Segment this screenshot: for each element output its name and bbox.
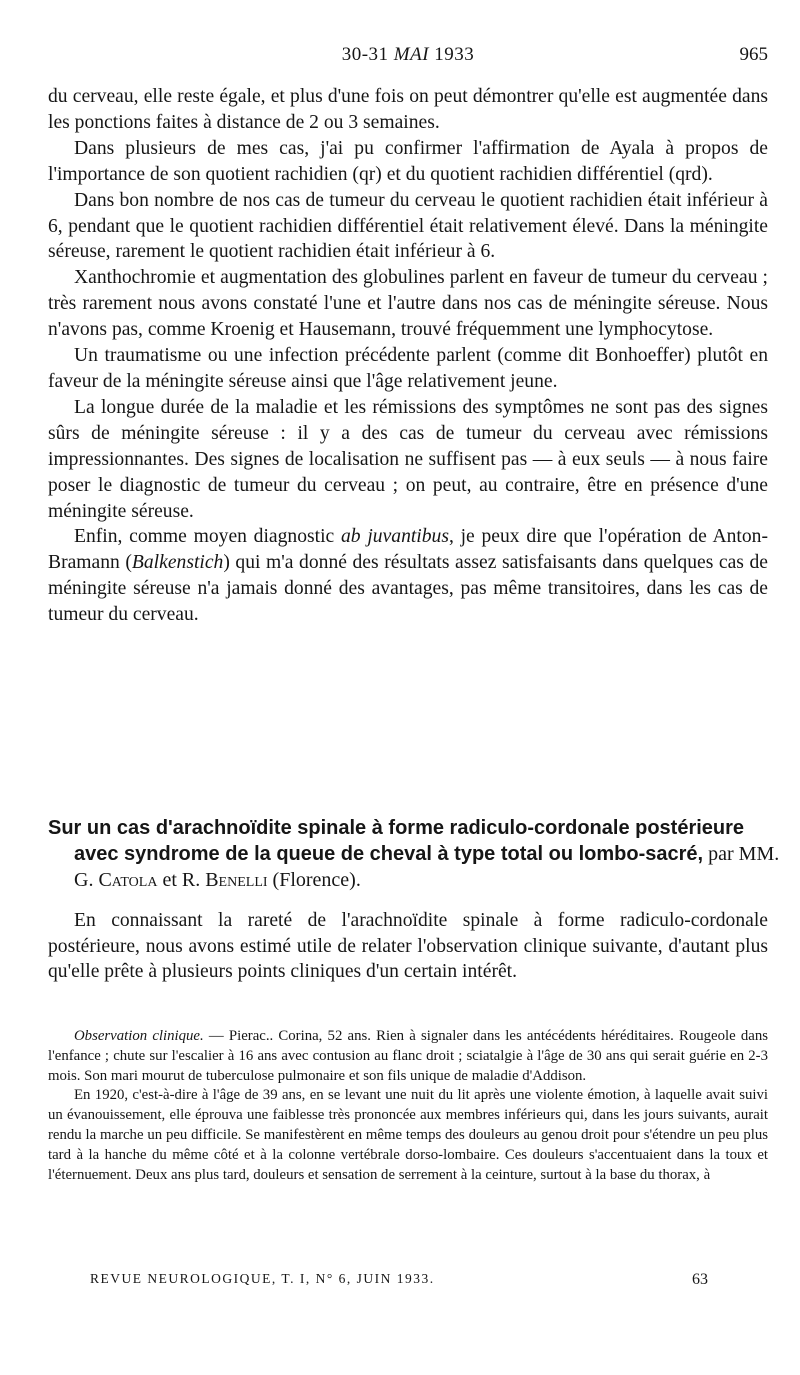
journal-citation: REVUE NEUROLOGIQUE, T. I, N° 6, JUIN 1933. — [90, 1271, 435, 1286]
sheet-number: 63 — [692, 1271, 708, 1288]
city: (Florence). — [272, 869, 361, 891]
article-intro: En connaissant la rareté de l'arachnoïdite spinale à forme radiculo-cordonale postérieure, nous avons estimé utile de relater l'observation clinique suivante, d'autant plus qu'elle prête à plusieurs points cliniques d'un certain intérêt. — [48, 910, 768, 983]
author-name: Benelli — [205, 869, 268, 891]
byline: par MM. G. Catola et R. Benelli (Florence). — [74, 843, 780, 891]
paragraph: En 1920, c'est-à-dire à l'âge de 39 ans, en se levant une nuit du lit après une violente émotion, à laquelle avait suivi un évanouissement, elle éprouva une faiblesse très prononcée aux membres inférieurs qui, dans les jours suivants, aurait rendu la marche un peu difficile. Se manifestèrent en même temps des douleurs au genou droit pour s'étendre un peu plus tard à la hanche du même côté et à la colonne vertébrale dorso-lombaire. Ces douleurs s'accentuaient dans la toux et l'éternuement. Deux ans plus tard, douleurs et sensation de serrement à la ceinture, surtout à la base du thorax, à — [48, 1087, 768, 1183]
observation-label: Observation clinique. — [74, 1028, 204, 1044]
article-heading — [48, 815, 794, 893]
author-name: Catola — [98, 869, 158, 891]
running-header — [48, 44, 768, 70]
paragraph: Observation clinique. — Pierac.. Corina, 52 ans. Rien à signaler dans les antécédents héréditaires. Rougeole dans l'enfance ; chute sur l'escalier à 16 ans avec contusion au flanc droit ; sciatalgie à l'âge de 30 ans qui serait guérie en 2-3 mois. Son mari mourut de tuberculose pulmonaire et son fils unique de maladie d'Addison. — [48, 1028, 769, 1084]
page-number: 965 — [739, 44, 768, 65]
paragraph: Un traumatisme ou une infection précédente parlent (comme dit Bonhoeffer) plutôt en faveur de la méningite séreuse ainsi que l'âge relativement jeune. — [48, 345, 768, 392]
paragraph: Xanthochromie et augmentation des globulines parlent en faveur de tumeur du cerveau ; très rarement nous avons constaté l'une et l'autre dans nos cas de méningite séreuse. Nous n'avons pas, comme Kroenig et Hausemann, trouvé fréquemment une lymphocytose. — [48, 267, 768, 341]
paragraph: La longue durée de la maladie et les rémissions des symptômes ne sont pas des signes sûrs de méningite séreuse : il y a des cas de tumeur du cerveau avec rémissions impressionnantes. Des signes de localisation ne suffisent pas — à eux seuls — à nous faire poser le diagnostic de tumeur du cerveau ; on peut, au contraire, être en présence d'une méningite séreuse. — [48, 396, 768, 522]
paragraph: Dans bon nombre de nos cas de tumeur du cerveau le quotient rachidien était inférieur à 6, pendant que le quotient rachidien différentiel était relativement élevé. Dans la méningite séreuse, rarement le quotient rachidien était inférieur à 6. — [48, 189, 768, 263]
page-footer — [90, 1271, 708, 1293]
paragraph: du cerveau, elle reste égale, et plus d'une fois on peut démontrer qu'elle est augmentée dans les ponctions faites à distance de 2 ou 3 semaines. — [48, 86, 768, 133]
paragraph: Enfin, comme moyen diagnostic ab juvantibus, je peux dire que l'opération de Anton-Bramann (Balkenstich) qui m'a donné des résultats assez satisfaisants dans quelques cas de méningite séreuse n'a jamais donné des avantages, pas même transitoires, dans les cas de tumeur du cerveau. — [48, 526, 768, 626]
issue-date: 30-31 MAI 1933 — [341, 44, 475, 65]
article-title: Sur un cas d'arachnoïdite spinale à forme radiculo-cordonale postérieure avec syndrome de la queue de cheval à type total ou lombo-sacré, — [48, 817, 745, 865]
clinical-observation — [48, 1027, 768, 1185]
paragraph: Dans plusieurs de mes cas, j'ai pu confirmer l'affirmation de Ayala à propos de l'importance de son quotient rachidien (qr) et du quotient rachidien différentiel (qrd). — [48, 137, 768, 185]
main-text — [48, 84, 768, 628]
